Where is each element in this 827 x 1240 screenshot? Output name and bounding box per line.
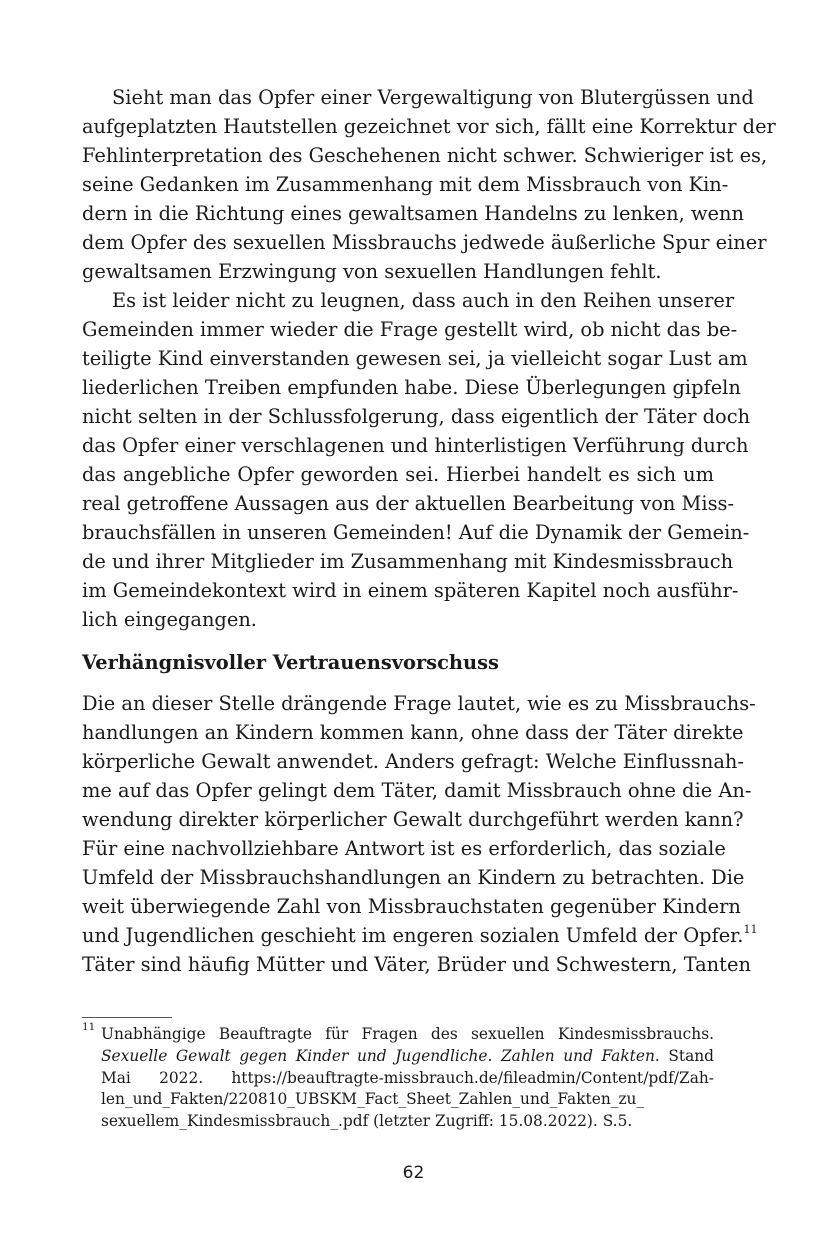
footnote-text: Stand bbox=[659, 1046, 715, 1065]
text-line: Täter sind häufig Mütter und Väter, Brüder und Schwestern, Tanten bbox=[82, 953, 751, 976]
footnote-divider bbox=[82, 1017, 172, 1018]
text-line: Fehlinterpretation des Geschehenen nicht schwer. Schwieriger ist es, bbox=[82, 144, 768, 167]
page-number: 62 bbox=[402, 1163, 425, 1183]
paragraph-3 bbox=[82, 689, 758, 979]
text-line: teiligte Kind einverstanden gewesen sei, ja vielleicht sogar Lust am bbox=[82, 347, 748, 370]
text-line: im Gemeindekontext wird in einem späteren Kapitel noch ausführ- bbox=[82, 579, 739, 602]
text-line: das Opfer einer verschlagenen und hinterlistigen Verführung durch bbox=[82, 434, 749, 457]
text-line: das angebliche Opfer geworden sei. Hierbei handelt es sich um bbox=[82, 463, 714, 486]
text-line: Für eine nachvollziehbare Antwort ist es erforderlich, das soziale bbox=[82, 837, 726, 860]
footnote-number: 11 bbox=[82, 1021, 96, 1033]
text-line: aufgeplatzten Hautstellen gezeichnet vor sich, fällt eine Korrektur der bbox=[82, 115, 776, 138]
text-line: dem Opfer des sexuellen Missbrauchs jedwede äußerliche Spur einer bbox=[82, 231, 767, 254]
footnote bbox=[82, 1021, 715, 1133]
text-line: brauchsfällen in unseren Gemeinden! Auf die Dynamik der Gemein- bbox=[82, 521, 750, 544]
footnote-reference[interactable]: 11 bbox=[743, 923, 758, 936]
footnote-line: Mai 2022. https://beauftragte-missbrauch.de/fileadmin/Content/pdf/Zah- bbox=[101, 1068, 714, 1087]
text-line: Gemeinden immer wieder die Frage gestellt wird, ob nicht das be- bbox=[82, 318, 738, 341]
text-line: liederlichen Treiben empfunden habe. Diese Überlegungen gipfeln bbox=[82, 376, 741, 399]
paragraph-2 bbox=[82, 286, 751, 634]
text-line: seine Gedanken im Zusammenhang mit dem Missbrauch von Kin- bbox=[82, 173, 729, 196]
text-line: lich eingegangen. bbox=[82, 608, 257, 631]
footnote-line bbox=[82, 1046, 714, 1068]
text-line: weit überwiegende Zahl von Missbrauchstaten gegenüber Kindern bbox=[82, 895, 741, 918]
footnote-line: len_und_Fakten/220810_UBSKM_Fact_Sheet_Zahlen_und_Fakten_zu_ bbox=[101, 1090, 645, 1109]
main-text bbox=[82, 83, 776, 979]
text-line: Sieht man das Opfer einer Vergewaltigung von Blutergüssen und bbox=[112, 86, 754, 109]
text-line: handlungen an Kindern kommen kann, ohne dass der Täter direkte bbox=[82, 721, 744, 744]
text-line: real getroffene Aussagen aus der aktuellen Bearbeitung von Miss- bbox=[82, 492, 735, 515]
text-line: Die an dieser Stelle drängende Frage lautet, wie es zu Missbrauchs- bbox=[82, 692, 756, 715]
text-line: Es ist leider nicht zu leugnen, dass auch in den Reihen unserer bbox=[112, 289, 735, 312]
text-line: körperliche Gewalt anwendet. Anders gefragt: Welche Einflussnah- bbox=[82, 750, 744, 773]
footnote-source-title: Sexuelle Gewalt gegen Kinder und Jugendliche. Zahlen und Fakten. bbox=[101, 1046, 660, 1065]
text-line: wendung direkter körperlicher Gewalt durchgeführt werden kann? bbox=[82, 808, 744, 831]
text-line: de und ihrer Mitglieder im Zusammenhang mit Kindesmissbrauch bbox=[82, 550, 734, 573]
footnote-line: sexuellem_Kindesmissbrauch_.pdf (letzter Zugriff: 15.08.2022). S.5. bbox=[101, 1112, 633, 1131]
text-line: gewaltsamen Erzwingung von sexuellen Handlungen fehlt. bbox=[82, 260, 662, 283]
text-line: nicht selten in der Schlussfolgerung, dass eigentlich der Täter doch bbox=[82, 405, 751, 428]
footnote-line: Unabhängige Beauftragte für Fragen des sexuellen Kindesmissbrauchs. bbox=[101, 1025, 714, 1043]
text-line: und Jugendlichen geschieht im engeren sozialen Umfeld der Opfer. bbox=[82, 924, 744, 947]
section-heading: Verhängnisvoller Vertrauensvorschuss bbox=[82, 651, 499, 674]
paragraph-1 bbox=[82, 83, 776, 286]
text-line: dern in die Richtung eines gewaltsamen Handelns zu lenken, wenn bbox=[82, 202, 745, 225]
text-line: me auf das Opfer gelingt dem Täter, damit Missbrauch ohne die An- bbox=[82, 779, 752, 802]
text-line: Umfeld der Missbrauchshandlungen an Kindern zu betrachten. Die bbox=[82, 866, 745, 889]
text-line-with-footnote bbox=[82, 921, 758, 950]
